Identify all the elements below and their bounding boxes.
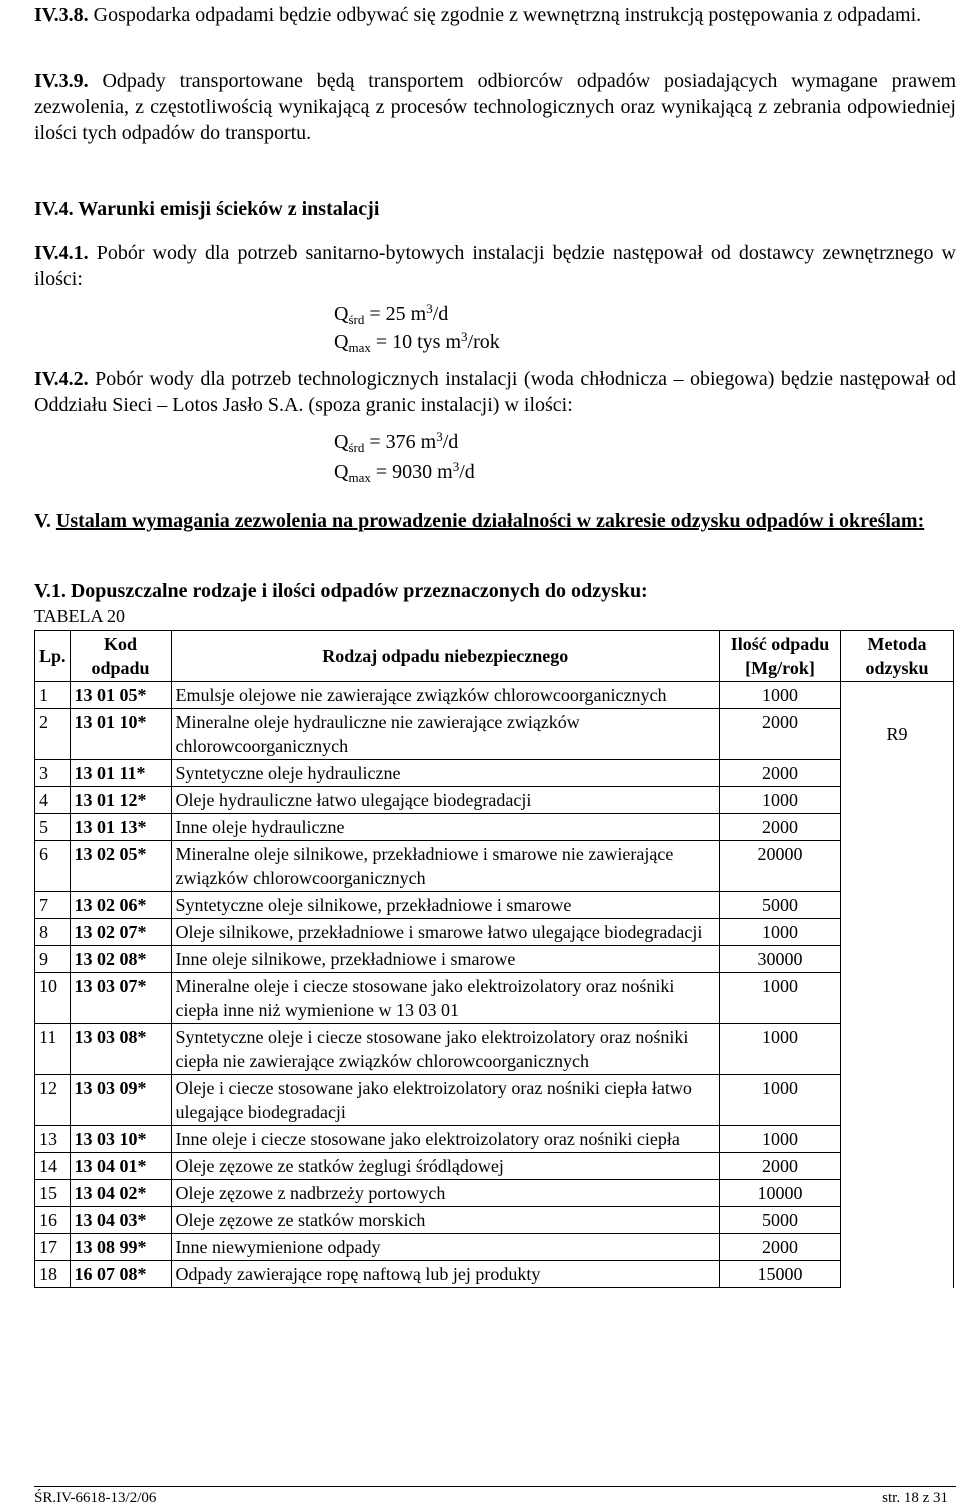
section-number: V. xyxy=(34,510,51,532)
footer-reference: ŚR.IV-6618-13/2/06 xyxy=(34,1490,157,1506)
cell-ilosc: 10000 xyxy=(720,1180,841,1207)
cell-rodzaj: Oleje zęzowe ze statków morskich xyxy=(171,1207,719,1234)
footer-divider xyxy=(34,1486,956,1487)
table-row xyxy=(35,919,954,946)
cell-lp: 17 xyxy=(35,1234,71,1261)
section-number: IV.4.2. xyxy=(34,368,89,390)
paragraph-iv-3-9 xyxy=(34,68,956,146)
cell-kod: 13 01 10* xyxy=(70,709,171,760)
formula-q-max-sanitary: $Q_{max} = 10$ tys $m^3$/rok xyxy=(334,329,500,355)
cell-kod: 13 08 99* xyxy=(70,1234,171,1261)
section-number: IV.3.9. xyxy=(34,70,89,92)
header-kod: Kod odpadu xyxy=(70,631,171,682)
cell-lp: 15 xyxy=(35,1180,71,1207)
section-heading-v xyxy=(34,508,956,534)
formula-q-max-technological: $Q_{max} = 9030$ $m^3/d$ xyxy=(334,459,475,485)
cell-rodzaj: Inne oleje hydrauliczne xyxy=(171,814,719,841)
cell-lp: 16 xyxy=(35,1207,71,1234)
cell-ilosc: 1000 xyxy=(720,973,841,1024)
cell-ilosc: 30000 xyxy=(720,946,841,973)
cell-kod: 13 02 05* xyxy=(70,841,171,892)
table-row xyxy=(35,1126,954,1153)
table-row xyxy=(35,760,954,787)
cell-rodzaj: Syntetyczne oleje silnikowe, przekładniowe i smarowe xyxy=(171,892,719,919)
cell-kod: 13 02 06* xyxy=(70,892,171,919)
table-row xyxy=(35,1261,954,1288)
cell-rodzaj: Syntetyczne oleje i ciecze stosowane jako elektroizolatory oraz nośniki ciepła nie zawierające związków chlorowcoorganicznych xyxy=(171,1024,719,1075)
paragraph-iv-3-8 xyxy=(34,2,956,28)
cell-lp: 8 xyxy=(35,919,71,946)
cell-ilosc: 5000 xyxy=(720,892,841,919)
cell-rodzaj: Emulsje olejowe nie zawierające związków chlorowcoorganicznych xyxy=(171,682,719,709)
table-row xyxy=(35,841,954,892)
table-row xyxy=(35,1075,954,1126)
table-caption: TABELA 20 xyxy=(34,606,126,626)
cell-kod: 13 03 07* xyxy=(70,973,171,1024)
cell-ilosc: 2000 xyxy=(720,760,841,787)
header-rodzaj: Rodzaj odpadu niebezpiecznego xyxy=(171,631,719,682)
cell-kod: 16 07 08* xyxy=(70,1261,171,1288)
cell-rodzaj: Inne oleje silnikowe, przekładniowe i smarowe xyxy=(171,946,719,973)
cell-lp: 5 xyxy=(35,814,71,841)
section-heading-v-1: V.1. Dopuszczalne rodzaje i ilości odpadów przeznaczonych do odzysku: xyxy=(34,580,648,602)
cell-ilosc: 2000 xyxy=(720,1153,841,1180)
cell-lp: 10 xyxy=(35,973,71,1024)
cell-ilosc: 1000 xyxy=(720,1075,841,1126)
cell-ilosc: 15000 xyxy=(720,1261,841,1288)
cell-ilosc: 1000 xyxy=(720,1126,841,1153)
paragraph-text: Odpady transportowane będą transportem odbiorców odpadów posiadających wymagane prawem zezwolenia, z częstotliwością wynikającą z procesów technologicznych oraz wynikającą z zebrania odpowiedniej ilości tych odpadów do transportu. xyxy=(34,70,956,144)
table-row xyxy=(35,946,954,973)
table-row xyxy=(35,1207,954,1234)
paragraph-text: Pobór wody dla potrzeb sanitarno-bytowych instalacji będzie następował od dostawcy zewnętrznego w ilości: xyxy=(34,242,956,290)
table-row xyxy=(35,1180,954,1207)
table-row xyxy=(35,1234,954,1261)
formula-q-srd-technological: $Q_{śrd} = 376$ $m^3/d$ xyxy=(334,429,459,455)
cell-kod: 13 04 01* xyxy=(70,1153,171,1180)
header-lp: Lp. xyxy=(35,631,71,682)
cell-ilosc: 1000 xyxy=(720,919,841,946)
cell-ilosc: 2000 xyxy=(720,1234,841,1261)
formula-q-srd-sanitary: $Q_{śrd} = 25$ $m^3/d$ xyxy=(334,301,449,327)
footer-page-number: str. 18 z 31 xyxy=(882,1490,948,1506)
cell-ilosc: 2000 xyxy=(720,709,841,760)
paragraph-text: Gospodarka odpadami będzie odbywać się zgodnie z wewnętrzną instrukcją postępowania z odpadami. xyxy=(88,4,922,26)
paragraph-text: Pobór wody dla potrzeb technologicznych instalacji (woda chłodnicza – obiegowa) będzie następował od Oddziału Sieci – Lotos Jasło S.A. (spoza granic instalacji) w ilości: xyxy=(34,368,956,416)
cell-lp: 9 xyxy=(35,946,71,973)
cell-rodzaj: Mineralne oleje hydrauliczne nie zawierające związków chlorowcoorganicznych xyxy=(171,709,719,760)
cell-lp: 3 xyxy=(35,760,71,787)
table-row xyxy=(35,973,954,1024)
cell-lp: 13 xyxy=(35,1126,71,1153)
cell-lp: 2 xyxy=(35,709,71,760)
cell-lp: 11 xyxy=(35,1024,71,1075)
cell-lp: 4 xyxy=(35,787,71,814)
cell-ilosc: 1000 xyxy=(720,1024,841,1075)
cell-lp: 6 xyxy=(35,841,71,892)
cell-lp: 1 xyxy=(35,682,71,709)
section-heading-iv-4: IV.4. Warunki emisji ścieków z instalacji xyxy=(34,198,380,220)
cell-rodzaj: Syntetyczne oleje hydrauliczne xyxy=(171,760,719,787)
cell-rodzaj: Inne oleje i ciecze stosowane jako elektroizolatory oraz nośniki ciepła xyxy=(171,1126,719,1153)
cell-ilosc: 5000 xyxy=(720,1207,841,1234)
cell-rodzaj: Oleje zęzowe z nadbrzeży portowych xyxy=(171,1180,719,1207)
table-row xyxy=(35,814,954,841)
cell-kod: 13 01 05* xyxy=(70,682,171,709)
cell-lp: 12 xyxy=(35,1075,71,1126)
section-number: IV.3.8. xyxy=(34,4,89,26)
cell-kod: 13 02 08* xyxy=(70,946,171,973)
waste-recovery-table xyxy=(34,630,954,1288)
section-number: IV.4.1. xyxy=(34,242,89,264)
table-header-row xyxy=(35,631,954,682)
cell-kod: 13 04 03* xyxy=(70,1207,171,1234)
cell-kod: 13 01 11* xyxy=(70,760,171,787)
header-metoda: Metoda odzysku xyxy=(841,631,954,682)
cell-ilosc: 1000 xyxy=(720,682,841,709)
cell-kod: 13 04 02* xyxy=(70,1180,171,1207)
cell-kod: 13 03 10* xyxy=(70,1126,171,1153)
cell-rodzaj: Mineralne oleje silnikowe, przekładniowe i smarowe nie zawierające związków chlorowcoorganicznych xyxy=(171,841,719,892)
header-ilosc: Ilość odpadu [Mg/rok] xyxy=(720,631,841,682)
cell-rodzaj: Oleje silnikowe, przekładniowe i smarowe łatwo ulegające biodegradacji xyxy=(171,919,719,946)
cell-metoda: R9 xyxy=(841,682,954,1288)
cell-rodzaj: Oleje hydrauliczne łatwo ulegające biodegradacji xyxy=(171,787,719,814)
cell-lp: 14 xyxy=(35,1153,71,1180)
cell-rodzaj: Odpady zawierające ropę naftową lub jej produkty xyxy=(171,1261,719,1288)
cell-kod: 13 02 07* xyxy=(70,919,171,946)
table-row xyxy=(35,892,954,919)
cell-rodzaj: Oleje i ciecze stosowane jako elektroizolatory oraz nośniki ciepła łatwo ulegające biodegradacji xyxy=(171,1075,719,1126)
table-row xyxy=(35,787,954,814)
table-row xyxy=(35,1024,954,1075)
table-row xyxy=(35,682,954,709)
cell-kod: 13 03 09* xyxy=(70,1075,171,1126)
cell-ilosc: 2000 xyxy=(720,814,841,841)
paragraph-iv-4-1 xyxy=(34,240,956,292)
cell-lp: 18 xyxy=(35,1261,71,1288)
section-title: Ustalam wymagania zezwolenia na prowadzenie działalności w zakresie odzysku odpadów i określam: xyxy=(55,510,925,532)
cell-rodzaj: Oleje zęzowe ze statków żeglugi śródlądowej xyxy=(171,1153,719,1180)
cell-kod: 13 01 12* xyxy=(70,787,171,814)
paragraph-iv-4-2 xyxy=(34,366,956,418)
cell-ilosc: 1000 xyxy=(720,787,841,814)
table-row xyxy=(35,709,954,760)
table-row xyxy=(35,1153,954,1180)
cell-ilosc: 20000 xyxy=(720,841,841,892)
cell-kod: 13 03 08* xyxy=(70,1024,171,1075)
cell-rodzaj: Mineralne oleje i ciecze stosowane jako elektroizolatory oraz nośniki ciepła inne niż wymienione w 13 03 01 xyxy=(171,973,719,1024)
cell-lp: 7 xyxy=(35,892,71,919)
cell-rodzaj: Inne niewymienione odpady xyxy=(171,1234,719,1261)
cell-kod: 13 01 13* xyxy=(70,814,171,841)
